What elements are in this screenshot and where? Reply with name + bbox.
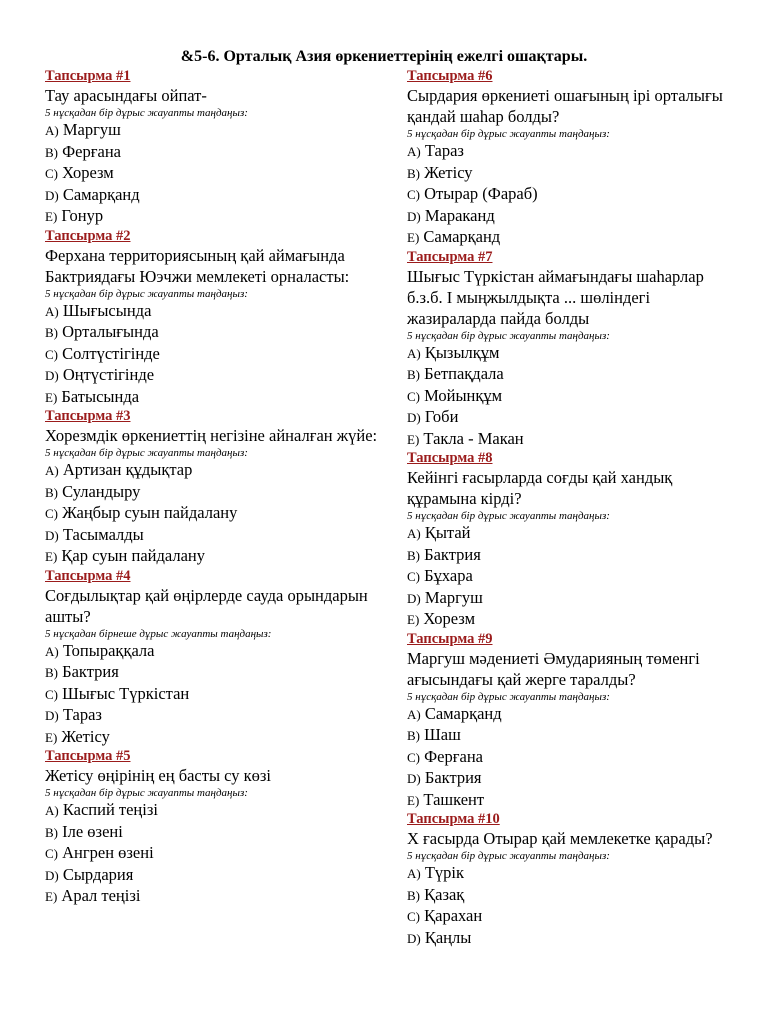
option-letter: D) [407, 208, 421, 224]
option-text: Бұхара [424, 566, 473, 585]
answer-option [407, 906, 732, 928]
option-letter: C) [407, 569, 420, 584]
option-letter: D) [45, 187, 59, 203]
task-question: Маргуш мәдениеті Әмударияның төменгі ағысындағы қай жерге таралды? [407, 648, 700, 689]
task-heading: Тапсырма #8 [407, 450, 493, 466]
option-text: Гоби [424, 407, 459, 426]
answer-option [45, 546, 380, 568]
answer-option [45, 142, 380, 164]
option-text: Қазақ [424, 884, 465, 904]
option-letter: E) [45, 389, 58, 405]
option-letter: C) [407, 909, 420, 924]
option-text: Түрік [424, 863, 465, 882]
option-text: Тасымалды [62, 524, 144, 544]
option-text: Мараканд [424, 205, 495, 225]
option-text: Топыраққала [62, 640, 155, 660]
answer-option [45, 322, 380, 344]
option-text: Артизан құдықтар [62, 460, 193, 479]
answer-option [45, 163, 380, 185]
answer-option [45, 886, 380, 908]
answer-option [45, 387, 380, 409]
option-text: Маргуш [424, 587, 483, 607]
option-text: Гонур [61, 206, 104, 225]
option-text: Іле өзені [62, 821, 123, 841]
task-instruction: 5 нұсқадан бір дұрыс жауапты таңдаңыз: [407, 510, 610, 522]
option-letter: D) [407, 930, 421, 946]
answer-option [407, 566, 732, 588]
answer-option [407, 206, 732, 228]
option-letter: A) [45, 303, 59, 319]
option-text: Ферғана [62, 141, 121, 161]
option-letter: E) [45, 549, 58, 564]
task-heading: Тапсырма #9 [407, 630, 493, 647]
task-question: Хорезмдік өркениеттің негізіне айналған жүйе: [45, 426, 378, 445]
option-text: Қытай [424, 523, 471, 542]
task-instruction: 5 нұсқадан бір дұрыс жауапты таңдаңыз: [407, 128, 610, 140]
option-text: Жетісу [61, 726, 110, 746]
task-question: Соғдылықтар қай өңірлерде сауда орындарын ашты? [45, 585, 368, 626]
answer-option [45, 662, 380, 684]
answer-option [45, 365, 380, 387]
task-block [45, 408, 380, 568]
task-instruction: 5 нұсқадан бір дұрыс жауапты таңдаңыз: [407, 329, 610, 342]
option-letter: B) [407, 367, 420, 382]
answer-option [45, 705, 380, 727]
option-letter: A) [407, 345, 421, 361]
task-instruction: 5 нұсқадан бір дұрыс жауапты таңдаңыз: [45, 107, 248, 119]
option-letter: A) [407, 706, 421, 722]
option-letter: D) [45, 708, 59, 723]
task-block [45, 68, 380, 228]
option-text: Ташкент [423, 789, 485, 809]
option-letter: B) [407, 728, 420, 743]
task-question: Кейінгі ғасырларда соғды қай хандық құрамына кірді? [407, 468, 673, 508]
answer-option [407, 141, 732, 163]
answer-option [45, 301, 380, 323]
task-block [407, 249, 732, 451]
answer-option [45, 525, 380, 547]
option-text: Батысында [61, 386, 140, 406]
answer-option [45, 727, 380, 749]
answer-option [45, 344, 380, 366]
option-letter: C) [45, 346, 58, 362]
option-text: Отырар (Фараб) [424, 184, 538, 203]
option-letter: D) [45, 867, 59, 883]
answer-option [45, 206, 380, 228]
option-text: Самарқанд [424, 703, 502, 723]
task-block [407, 811, 732, 949]
option-text: Шығыс Түркістан [62, 683, 190, 703]
task-block [407, 450, 732, 631]
answer-option [407, 928, 732, 950]
task-instruction: 5 нұсқадан бір дұрыс жауапты таңдаңыз: [45, 787, 248, 799]
answer-option [407, 184, 732, 206]
answer-option [45, 684, 380, 706]
option-letter: E) [407, 230, 420, 245]
answer-option [45, 865, 380, 887]
answer-option [407, 343, 732, 365]
option-letter: A) [407, 526, 421, 541]
option-letter: B) [45, 325, 58, 340]
option-letter: B) [45, 824, 58, 840]
task-heading: Тапсырма #2 [45, 227, 131, 244]
answer-option [407, 885, 732, 907]
task-heading: Тапсырма #10 [407, 811, 500, 827]
option-text: Маргуш [62, 120, 121, 139]
option-letter: C) [45, 686, 58, 702]
option-text: Сырдария [62, 864, 134, 884]
option-text: Жетісу [424, 162, 473, 182]
task-question: Шығыс Түркістан аймағындағы шаһарлар б.з.б. І мыңжылдықта ... шөліндегі жазираларда пайда болды [407, 266, 704, 328]
task-instruction: 5 нұсқадан бірнеше дұрыс жауапты таңдаңыз: [45, 627, 272, 640]
answer-option [45, 843, 380, 865]
option-letter: D) [45, 527, 59, 543]
task-heading: Тапсырма #6 [407, 68, 493, 84]
answer-option [45, 482, 380, 504]
option-letter: C) [45, 846, 58, 861]
answer-option [407, 790, 732, 812]
option-text: Бетпақдала [424, 364, 504, 383]
answer-option [45, 185, 380, 207]
answer-option [45, 503, 380, 525]
option-letter: D) [407, 590, 421, 606]
option-letter: B) [45, 144, 58, 160]
option-text: Орталығында [62, 322, 159, 341]
option-text: Бактрия [62, 662, 119, 681]
answer-option [45, 120, 380, 142]
option-text: Такла - Макан [423, 428, 524, 448]
option-text: Қарахан [424, 906, 483, 925]
option-letter: B) [407, 887, 420, 903]
task-block [45, 568, 380, 749]
answer-option [407, 386, 732, 408]
option-letter: E) [407, 792, 420, 808]
answer-option [407, 364, 732, 386]
option-text: Қаңлы [424, 927, 472, 947]
answer-option [407, 863, 732, 885]
option-letter: B) [407, 165, 420, 181]
option-letter: E) [45, 889, 58, 904]
task-heading: Тапсырма #3 [45, 408, 131, 424]
task-instruction: 5 нұсқадан бір дұрыс жауапты таңдаңыз: [45, 287, 248, 300]
option-letter: A) [407, 866, 421, 881]
answer-option [407, 747, 732, 769]
option-text: Тараз [424, 141, 464, 160]
answer-option [407, 429, 732, 451]
option-letter: E) [45, 209, 58, 224]
option-letter: B) [45, 484, 58, 500]
task-instruction: 5 нұсқадан бір дұрыс жауапты таңдаңыз: [45, 447, 248, 459]
option-letter: C) [407, 749, 420, 765]
task-question: Жетісу өңірінің ең басты су көзі [45, 766, 272, 785]
answer-option [407, 725, 732, 747]
answer-option [45, 800, 380, 822]
option-letter: D) [407, 410, 421, 425]
option-text: Ферғана [424, 746, 483, 766]
option-letter: A) [407, 144, 421, 159]
answer-option [407, 545, 732, 567]
option-text: Қар суын пайдалану [61, 546, 205, 565]
option-letter: C) [407, 187, 420, 202]
option-letter: E) [45, 729, 58, 745]
option-text: Оңтүстігінде [62, 365, 155, 384]
option-text: Қызылқұм [424, 342, 500, 362]
task-question: Ферхана территориясының қай аймағында Бактриядағы Юэчжи мемлекеті орналасты: [45, 245, 350, 286]
task-heading: Тапсырма #1 [45, 68, 131, 84]
option-letter: D) [407, 771, 421, 786]
task-question: X ғасырда Отырар қай мемлекетке қарады? [407, 829, 713, 848]
task-block [45, 748, 380, 908]
option-text: Мойынқұм [424, 385, 503, 405]
left-column [45, 68, 380, 908]
answer-option [45, 641, 380, 663]
answer-option [407, 588, 732, 610]
task-question: Сырдария өркениеті ошағының ірі орталығы қандай шаһар болды? [407, 86, 723, 126]
option-letter: B) [407, 547, 420, 563]
option-letter: C) [407, 388, 420, 404]
option-letter: A) [45, 643, 59, 659]
option-text: Хорезм [62, 163, 114, 182]
option-letter: A) [45, 463, 59, 478]
answer-option [407, 227, 732, 249]
option-text: Ангрен өзені [62, 843, 154, 862]
answer-option [407, 704, 732, 726]
option-text: Хорезм [423, 609, 476, 628]
answer-option [407, 163, 732, 185]
task-heading: Тапсырма #4 [45, 567, 131, 584]
answer-option [407, 407, 732, 429]
answer-option [407, 768, 732, 790]
option-text: Жаңбыр суын пайдалану [62, 503, 238, 522]
option-text: Бактрия [424, 768, 482, 787]
option-text: Суландыру [62, 481, 141, 501]
option-text: Бактрия [424, 544, 481, 564]
answer-option [407, 523, 732, 545]
option-text: Самарқанд [423, 227, 501, 246]
option-letter: E) [407, 431, 420, 447]
option-letter: E) [407, 612, 420, 627]
option-text: Тараз [62, 705, 102, 724]
option-letter: C) [45, 506, 58, 521]
task-instruction: 5 нұсқадан бір дұрыс жауапты таңдаңыз: [407, 850, 610, 862]
answer-option [45, 822, 380, 844]
answer-option [45, 460, 380, 482]
answer-option [407, 609, 732, 631]
task-heading: Тапсырма #5 [45, 748, 131, 764]
task-heading: Тапсырма #7 [407, 248, 493, 265]
option-letter: A) [45, 803, 59, 818]
task-block [45, 228, 380, 409]
task-question: Тау арасындағы ойпат- [45, 86, 207, 105]
right-column [407, 68, 732, 949]
option-text: Каспий теңізі [62, 800, 158, 819]
option-letter: C) [45, 166, 58, 181]
option-letter: B) [45, 665, 58, 680]
option-text: Самарқанд [62, 184, 140, 204]
option-text: Шығысында [62, 300, 152, 320]
option-letter: D) [45, 368, 59, 383]
option-text: Шаш [424, 725, 461, 744]
option-text: Арал теңізі [61, 886, 141, 905]
task-block [407, 631, 732, 812]
task-instruction: 5 нұсқадан бір дұрыс жауапты таңдаңыз: [407, 690, 610, 703]
option-text: Солтүстігінде [62, 343, 160, 363]
option-letter: A) [45, 123, 59, 138]
task-block [407, 68, 732, 249]
page-title: &5-6. Орталық Азия өркениеттерінің ежелгі ошақтары. [180, 48, 588, 65]
